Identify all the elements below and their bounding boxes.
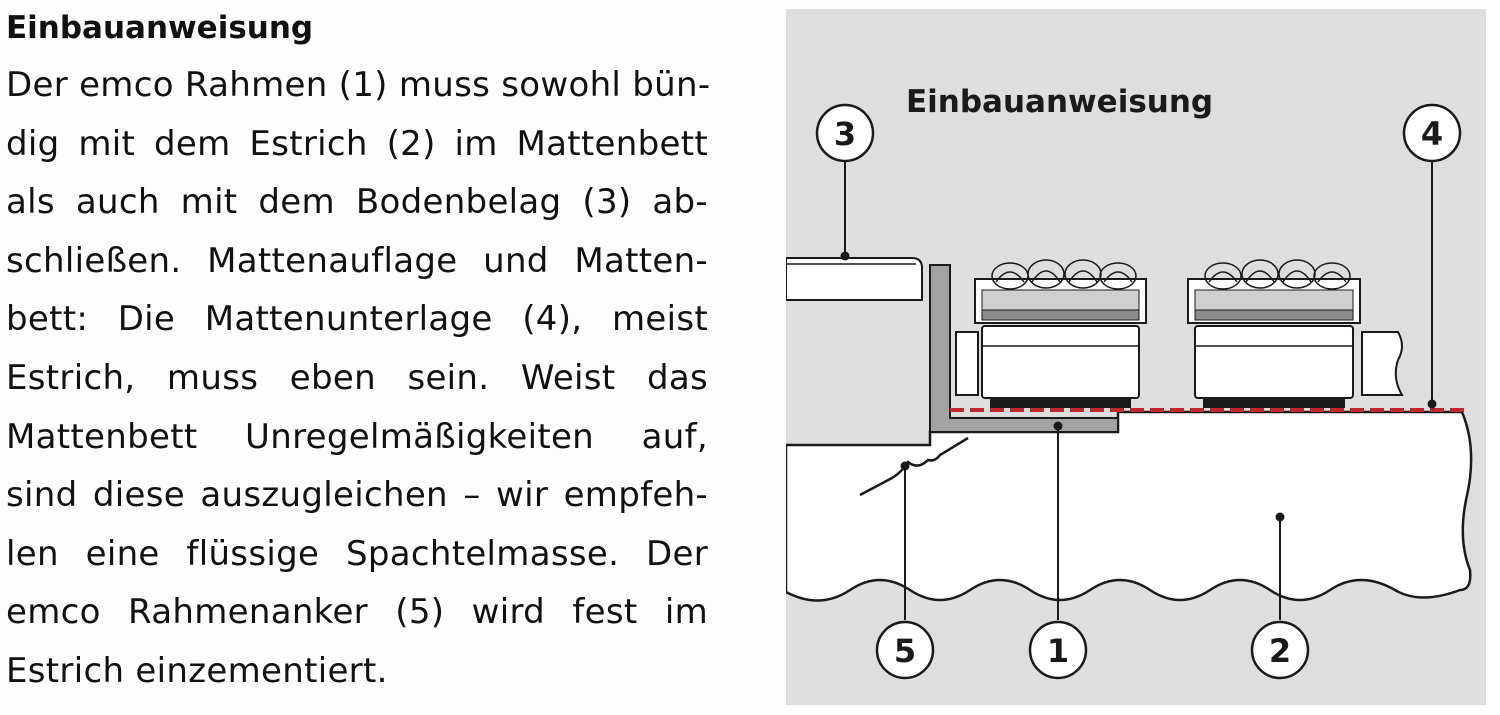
callout-1: [1030, 622, 1086, 678]
mat-support-right: [1362, 332, 1402, 395]
callout-4-label: 4: [1420, 115, 1444, 153]
text-line-2: dig mit dem Estrich (2) im Mattenbett: [6, 123, 708, 164]
diagram-title: Einbauanweisung: [906, 84, 1214, 120]
text-line-1: Der emco Rahmen (1) muss sowohl bün-: [6, 65, 711, 105]
callout-4: [1404, 105, 1460, 161]
text-line-10: emco Rahmenanker (5) wird fest im: [6, 592, 708, 633]
screed-body: [786, 412, 1471, 601]
callout-5-label: 5: [893, 632, 917, 670]
text-line-8: sind diese auszugleichen – wir empfeh-: [6, 475, 708, 516]
callout-1-label: 1: [1046, 632, 1070, 670]
text-line-3: als auch mit dem Bodenbelag (3) ab-: [6, 182, 708, 223]
mat-support-left: [956, 332, 978, 395]
text-line-6: Estrich, muss eben sein. Weist das: [6, 357, 708, 398]
text-line-5: bett: Die Mattenunterlage (4), meist: [6, 299, 708, 340]
instruction-text: [6, 0, 711, 701]
text-line-9: len eine flüssige Spachtelmasse. Der: [6, 533, 708, 574]
installation-diagram: [786, 9, 1486, 705]
mat-element-b: [1188, 260, 1360, 408]
callout-3: [817, 105, 873, 161]
callout-3-label: 3: [833, 115, 857, 153]
text-line-7: Mattenbett Unregelmäßigkeiten auf,: [6, 416, 708, 457]
mat-element-a: [975, 260, 1146, 408]
text-line-4: schließen. Mattenauflage und Matten-: [6, 240, 708, 281]
instruction-heading: Einbauanweisung: [6, 10, 314, 46]
callout-2: [1252, 622, 1308, 678]
text-line-11: Estrich einzementiert.: [6, 650, 388, 691]
callout-2-label: 2: [1268, 632, 1292, 670]
callout-5: [877, 622, 933, 678]
